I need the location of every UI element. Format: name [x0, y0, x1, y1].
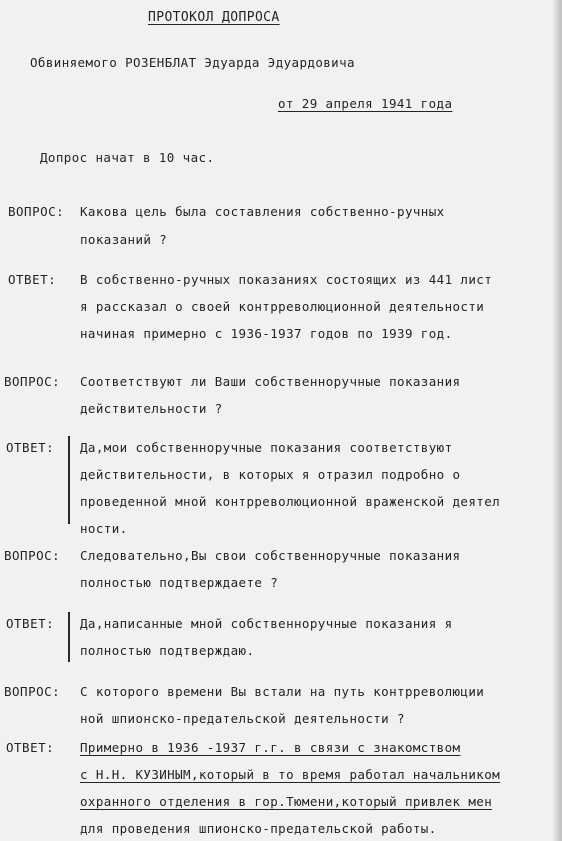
interrogation-start: Допрос начат в 10 час. [40, 150, 215, 165]
question-text-line: полностью подтверждаете ? [80, 575, 279, 590]
margin-mark [68, 436, 70, 524]
answer-text-line: начиная примерно с 1936-1937 годов по 1939 год. [80, 326, 453, 341]
answer-text-line: полностью подтверждаю. [80, 643, 255, 658]
margin-mark [68, 612, 70, 662]
answer-label: ОТВЕТ: [6, 616, 55, 631]
document-date: от 29 апреля 1941 года [278, 96, 453, 111]
question-text-line: ной шпионско-предательской деятельности ? [80, 711, 405, 726]
answer-text-line: действительности, в которых я отразил подробно о [80, 467, 461, 482]
subject-line: Обвиняемого РОЗЕНБЛАТ Эдуарда Эдуардовича [30, 55, 355, 70]
question-text-line: Какова цель была составления собственно-ручных [80, 204, 445, 219]
answer-text-line: для проведения шпионско-предательской работы. [80, 821, 437, 836]
question-label: ВОПРОС: [4, 684, 61, 699]
question-text-line: Соответствуют ли Ваши собственноручные показания [80, 374, 461, 389]
document-title: ПРОТОКОЛ ДОПРОСА [148, 10, 280, 25]
answer-text-line: охранного отделения в гор.Тюмени,который привлек мен [80, 794, 493, 809]
answer-label: ОТВЕТ: [6, 740, 55, 755]
question-text-line: Следовательно,Вы свои собственноручные показания [80, 548, 461, 563]
answer-text-line: Да,написанные мной собственноручные показания я [80, 616, 453, 631]
answer-text-line: с Н.Н. КУЗИНЫМ,который в то время работал начальником [80, 767, 501, 782]
answer-text-line: проведенной мной контрреволюционной враженской деятел [80, 494, 501, 509]
question-label: ВОПРОС: [4, 548, 61, 563]
answer-text-line: В собственно-ручных показаниях состоящих из 441 лист [80, 272, 493, 287]
question-label: ВОПРОС: [4, 374, 61, 389]
answer-text-line: Да,мои собственноручные показания соответствуют [80, 440, 453, 455]
question-text-line: показаний ? [80, 232, 168, 247]
answer-label: ОТВЕТ: [6, 440, 55, 455]
answer-text-line: я рассказал о своей контрреволюционной деятельности [80, 299, 485, 314]
answer-text-line: ности. [80, 521, 128, 536]
question-text-line: С которого времени Вы встали на путь контрреволюции [80, 684, 485, 699]
answer-label: ОТВЕТ: [8, 272, 57, 287]
question-text-line: действительности ? [80, 401, 223, 416]
question-label: ВОПРОС: [8, 204, 65, 219]
answer-text-line: Примерно в 1936 -1937 г.г. в связи с знакомством [80, 740, 461, 755]
page-edge-shadow [552, 0, 562, 841]
